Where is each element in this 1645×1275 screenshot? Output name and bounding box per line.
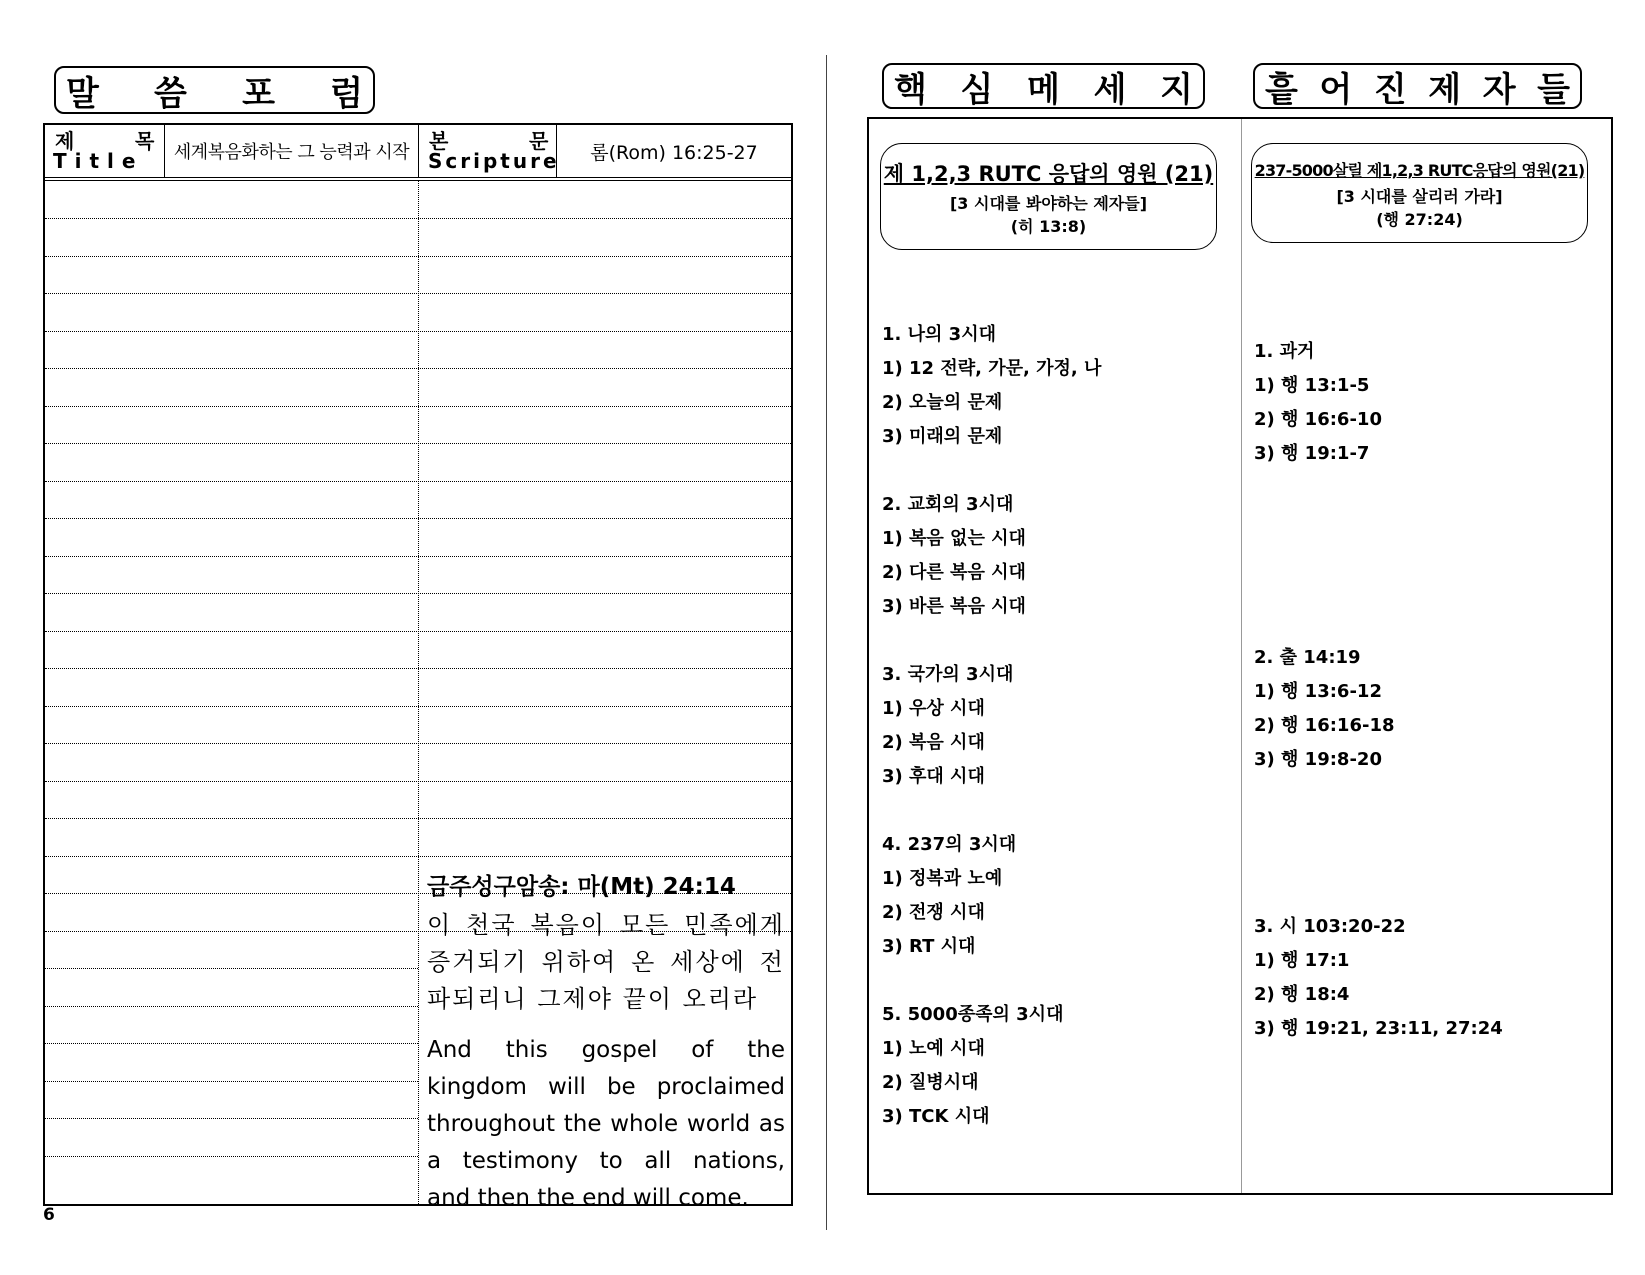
note-line <box>45 218 791 219</box>
disciples-subtitle: [3 시대를 살리러 가라] <box>1336 187 1503 206</box>
scattered-disciples-title-box <box>1253 63 1582 109</box>
core-message-title-box <box>882 63 1205 109</box>
scripture-label-en: Scripture <box>428 149 560 173</box>
sermon-note-table <box>43 123 793 1211</box>
outline-item: 2) 복음 시대 <box>882 732 985 753</box>
title-label-cell <box>45 125 165 177</box>
outline-item: 2) 행 18:4 <box>1254 984 1350 1005</box>
memory-verse-en-line: And this gospel of the <box>427 1037 785 1063</box>
forum-title-char: 럼 <box>330 73 363 114</box>
note-line <box>45 818 791 819</box>
core-title-char: 세 <box>1093 69 1127 110</box>
forum-title-char: 포 <box>242 73 275 114</box>
title-value-cell <box>165 125 419 177</box>
outline-heading: 1. 나의 3시대 <box>882 324 996 345</box>
core-title-char: 지 <box>1160 69 1193 110</box>
note-line <box>45 1006 418 1007</box>
scripture-label-ko-2: 문 <box>529 129 549 153</box>
outline-item: 1) 정복과 노예 <box>882 868 1003 889</box>
outline-item: 1) 12 전략, 가문, 가정, 나 <box>882 358 1102 379</box>
outline-heading: 4. 237의 3시대 <box>882 834 1017 855</box>
note-line <box>45 481 791 482</box>
core-outline <box>882 318 1101 1134</box>
outline-item: 3) RT 시대 <box>882 936 976 957</box>
outline-item: 1) 행 13:6-12 <box>1254 681 1382 702</box>
note-line <box>45 443 791 444</box>
note-line <box>45 968 418 969</box>
disciples-outline-3 <box>1254 910 1503 1046</box>
core-message-heading-box <box>880 143 1217 250</box>
memory-verse-en-line: and then the end will come. <box>427 1185 749 1211</box>
outline-item: 2) 전쟁 시대 <box>882 902 985 923</box>
note-line <box>45 331 791 332</box>
message-content-box <box>867 117 1613 1195</box>
scripture-label-cell <box>419 125 560 177</box>
note-line <box>45 1118 418 1119</box>
memory-verse-heading: 금주성구암송: 마(Mt) 24:14 <box>427 874 736 900</box>
title-label-en: Title <box>53 149 144 173</box>
note-line <box>45 406 791 407</box>
forum-title-box <box>54 66 375 114</box>
memory-verse-ko-line: 증거되기 위하여 온 세상에 전 <box>427 948 785 976</box>
forum-title-char: 씀 <box>154 73 187 114</box>
scripture-label-ko-1: 본 <box>429 129 449 153</box>
outline-item: 1) 복음 없는 시대 <box>882 528 1026 549</box>
outline-item: 2) 질병시대 <box>882 1072 979 1093</box>
sermon-title: 세계복음화하는 그 능력과 시작 <box>173 142 410 163</box>
outline-item: 2) 다른 복음 시대 <box>882 562 1026 583</box>
core-title-char: 핵 <box>894 69 927 110</box>
memory-verse-ko-line: 파되리니 그제야 끝이 오리라 <box>427 985 759 1013</box>
outline-heading: 1. 과거 <box>1254 341 1315 362</box>
note-line <box>45 743 791 744</box>
core-message-title: 제 1,2,3 RUTC 응답의 영원 (21) <box>883 162 1214 186</box>
outline-item: 2) 행 16:6-10 <box>1254 409 1382 430</box>
column-divider <box>418 181 419 1204</box>
note-line <box>45 556 791 557</box>
outline-item: 1) 행 13:1-5 <box>1254 375 1370 396</box>
note-line <box>45 256 791 257</box>
outline-item: 2) 오늘의 문제 <box>882 392 1003 413</box>
outline-heading: 5. 5000종족의 3시대 <box>882 1004 1064 1025</box>
core-message-ref: (히 13:8) <box>1010 217 1087 236</box>
outline-item: 3) 행 19:1-7 <box>1254 443 1370 464</box>
scripture-reference: 롬(Rom) 16:25-27 <box>590 141 758 164</box>
disciples-title-char: 어 <box>1319 69 1353 110</box>
memory-verse-en-line: kingdom will be proclaimed <box>427 1074 785 1100</box>
disciples-heading-box <box>1251 143 1588 243</box>
forum-title-char: 말 <box>66 73 99 114</box>
disciples-title-char: 자 <box>1482 69 1516 110</box>
outline-item: 3) 후대 시대 <box>882 766 985 787</box>
outline-item: 1) 노예 시대 <box>882 1038 985 1059</box>
outline-item: 3) 행 19:8-20 <box>1254 749 1382 770</box>
outline-item: 3) TCK 시대 <box>882 1106 990 1127</box>
note-line <box>45 668 791 669</box>
note-line <box>45 368 791 369</box>
outline-item: 3) 바른 복음 시대 <box>882 596 1026 617</box>
memory-verse-ko-line: 이 천국 복음이 모든 민족에게 <box>427 911 785 939</box>
note-line <box>45 856 791 857</box>
disciples-title: 237-5000살릴 제1,2,3 RUTC응답의 영원(21) <box>1254 161 1585 180</box>
disciples-title-char: 제 <box>1428 69 1462 110</box>
outline-item: 2) 행 16:16-18 <box>1254 715 1395 736</box>
note-line <box>45 781 791 782</box>
scripture-value-cell <box>557 125 791 177</box>
page-number: 6 <box>43 1205 55 1225</box>
core-title-char: 메 <box>1027 69 1060 110</box>
note-line <box>45 593 791 594</box>
page-fold-divider <box>826 55 827 1230</box>
disciples-outline-1 <box>1254 335 1382 471</box>
title-label-ko-1: 제 <box>55 129 75 153</box>
note-line <box>45 1156 418 1157</box>
disciples-title-char: 진 <box>1373 69 1407 110</box>
note-line <box>45 706 791 707</box>
column-divider <box>1241 119 1242 1193</box>
note-line <box>45 1081 418 1082</box>
memory-verse <box>427 867 785 1217</box>
note-line <box>45 518 791 519</box>
note-line <box>45 1043 418 1044</box>
disciples-ref: (행 27:24) <box>1376 210 1463 229</box>
disciples-title-char: 흩 <box>1265 69 1298 110</box>
outline-heading: 2. 교회의 3시대 <box>882 494 1014 515</box>
disciples-title-char: 들 <box>1537 69 1570 110</box>
outline-item: 1) 우상 시대 <box>882 698 985 719</box>
outline-heading: 3. 시 103:20-22 <box>1254 916 1406 937</box>
core-title-char: 심 <box>960 69 994 110</box>
outline-item: 3) 행 19:21, 23:11, 27:24 <box>1254 1018 1503 1039</box>
outline-heading: 3. 국가의 3시대 <box>882 664 1014 685</box>
memory-verse-en-line: throughout the whole world as <box>427 1111 785 1137</box>
title-label-ko-2: 목 <box>135 129 155 153</box>
memory-verse-en-line: a testimony to all nations, <box>427 1148 785 1174</box>
note-line <box>45 631 791 632</box>
outline-heading: 2. 출 14:19 <box>1254 647 1361 668</box>
outline-item: 1) 행 17:1 <box>1254 950 1350 971</box>
outline-item: 3) 미래의 문제 <box>882 426 1003 447</box>
note-line <box>45 293 791 294</box>
disciples-outline-2 <box>1254 641 1395 777</box>
core-message-subtitle: [3 시대를 봐야하는 제자들] <box>949 194 1148 213</box>
